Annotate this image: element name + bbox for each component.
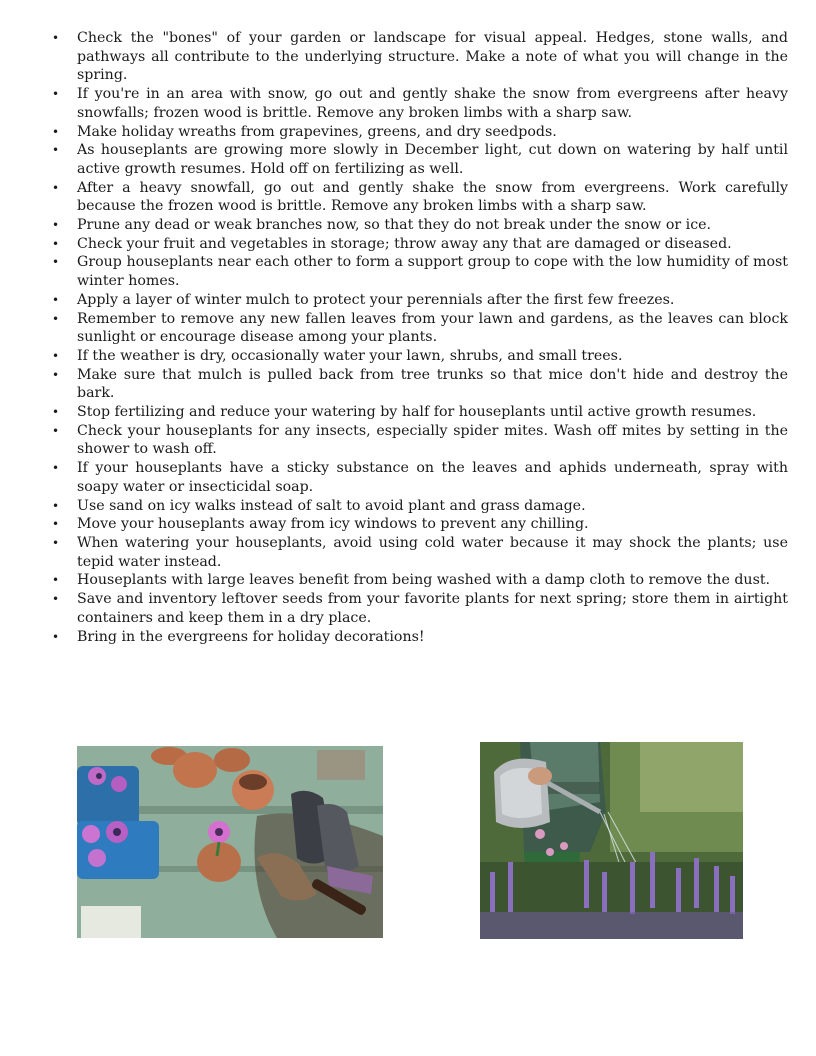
bullet-icon: • xyxy=(52,292,60,307)
tip-item xyxy=(52,216,788,235)
tip-item xyxy=(52,235,788,254)
tip-text: Make holiday wreaths from grapevines, greens, and dry seedpods. xyxy=(77,123,557,140)
tip-item xyxy=(52,141,788,178)
watering-flowers-photo xyxy=(480,742,743,939)
bullet-icon: • xyxy=(52,517,60,532)
tip-text: After a heavy snowfall, go out and gently shake the snow from evergreens. Work carefully because the frozen wood is brittle. Remove any broken limbs with a sharp saw. xyxy=(77,179,788,215)
tip-text: As houseplants are growing more slowly in December light, cut down on watering by half until active growth resumes. Hold off on fertilizing as well. xyxy=(77,142,788,177)
tip-item xyxy=(52,123,788,142)
bullet-icon: • xyxy=(52,367,60,382)
tip-item xyxy=(52,571,788,590)
bullet-icon: • xyxy=(52,236,60,251)
tip-item xyxy=(52,403,788,422)
bullet-icon: • xyxy=(52,124,60,139)
bullet-icon: • xyxy=(52,405,60,420)
bullet-icon: • xyxy=(52,218,60,233)
tip-text: Remember to remove any new fallen leaves from your lawn and gardens, as the leaves can block sunlight or encourage disease among your plants. xyxy=(77,310,788,346)
tip-text: If you're in an area with snow, go out and gently shake the snow from evergreens after heavy snowfalls; frozen wood is brittle. Remove any broken limbs with a sharp saw. xyxy=(77,86,788,121)
bullet-icon: • xyxy=(52,535,60,550)
bullet-icon: • xyxy=(52,423,60,438)
gardening-tips-list xyxy=(52,29,788,646)
bullet-icon: • xyxy=(52,311,60,326)
tip-text: Make sure that mulch is pulled back from tree trunks so that mice don't hide and destroy the bark. xyxy=(77,366,788,402)
bullet-icon: • xyxy=(52,348,60,363)
tip-text: Prune any dead or weak branches now, so that they do not break under the snow or ice. xyxy=(77,217,712,234)
tip-item xyxy=(52,179,788,216)
tip-text: Stop fertilizing and reduce your watering by half for houseplants until active growth resumes. xyxy=(77,404,757,421)
tip-item xyxy=(52,85,788,122)
tip-item xyxy=(52,497,788,516)
tip-item xyxy=(52,347,788,366)
tip-item xyxy=(52,366,788,403)
tip-text: Check the "bones" of your garden or landscape for visual appeal. Hedges, stone walls, and pathways all contribute to the underlying structure. Make a note of what you will change in the spring. xyxy=(77,30,788,84)
tip-item xyxy=(52,422,788,459)
tip-text: When watering your houseplants, avoid using cold water because it may shock the plants; use tepid water instead. xyxy=(77,534,788,570)
tip-text: If the weather is dry, occasionally water your lawn, shrubs, and small trees. xyxy=(77,347,623,364)
tip-text: Houseplants with large leaves benefit from being washed with a damp cloth to remove the dust. xyxy=(77,572,771,589)
tip-text: Apply a layer of winter mulch to protect your perennials after the first few freezes. xyxy=(77,291,675,308)
tip-item xyxy=(52,253,788,290)
tip-text: Move your houseplants away from icy windows to prevent any chilling. xyxy=(77,516,589,533)
bullet-icon: • xyxy=(52,461,60,476)
tip-text: Save and inventory leftover seeds from your favorite plants for next spring; store them in airtight containers and keep them in a dry place. xyxy=(77,591,788,626)
bullet-icon: • xyxy=(52,180,60,195)
bullet-icon: • xyxy=(52,31,60,45)
tip-text: Bring in the evergreens for holiday decorations! xyxy=(77,628,425,645)
bullet-icon: • xyxy=(52,592,60,607)
bullet-icon: • xyxy=(52,255,60,270)
bullet-icon: • xyxy=(52,87,60,102)
tip-text: If your houseplants have a sticky substance on the leaves and aphids underneath, spray with soapy water or insecticidal soap. xyxy=(77,460,788,495)
potting-table-photo xyxy=(77,746,383,938)
bullet-icon: • xyxy=(52,143,60,158)
tip-text: Use sand on icy walks instead of salt to avoid plant and grass damage. xyxy=(77,497,586,514)
bullet-icon: • xyxy=(52,629,60,644)
tip-text: Check your fruit and vegetables in storage; throw away any that are damaged or diseased. xyxy=(77,235,732,252)
tip-item xyxy=(52,459,788,496)
tip-item xyxy=(52,291,788,310)
tip-item xyxy=(52,590,788,627)
tip-item xyxy=(52,628,788,647)
tip-item xyxy=(52,310,788,347)
tip-item xyxy=(52,515,788,534)
bullet-icon: • xyxy=(52,573,60,588)
tip-text: Group houseplants near each other to form a support group to cope with the low humidity of most winter homes. xyxy=(77,254,788,290)
tip-text: Check your houseplants for any insects, especially spider mites. Wash off mites by setting in the shower to wash off. xyxy=(77,422,788,458)
tip-item xyxy=(52,29,788,85)
tip-item xyxy=(52,534,788,571)
bullet-icon: • xyxy=(52,498,60,513)
